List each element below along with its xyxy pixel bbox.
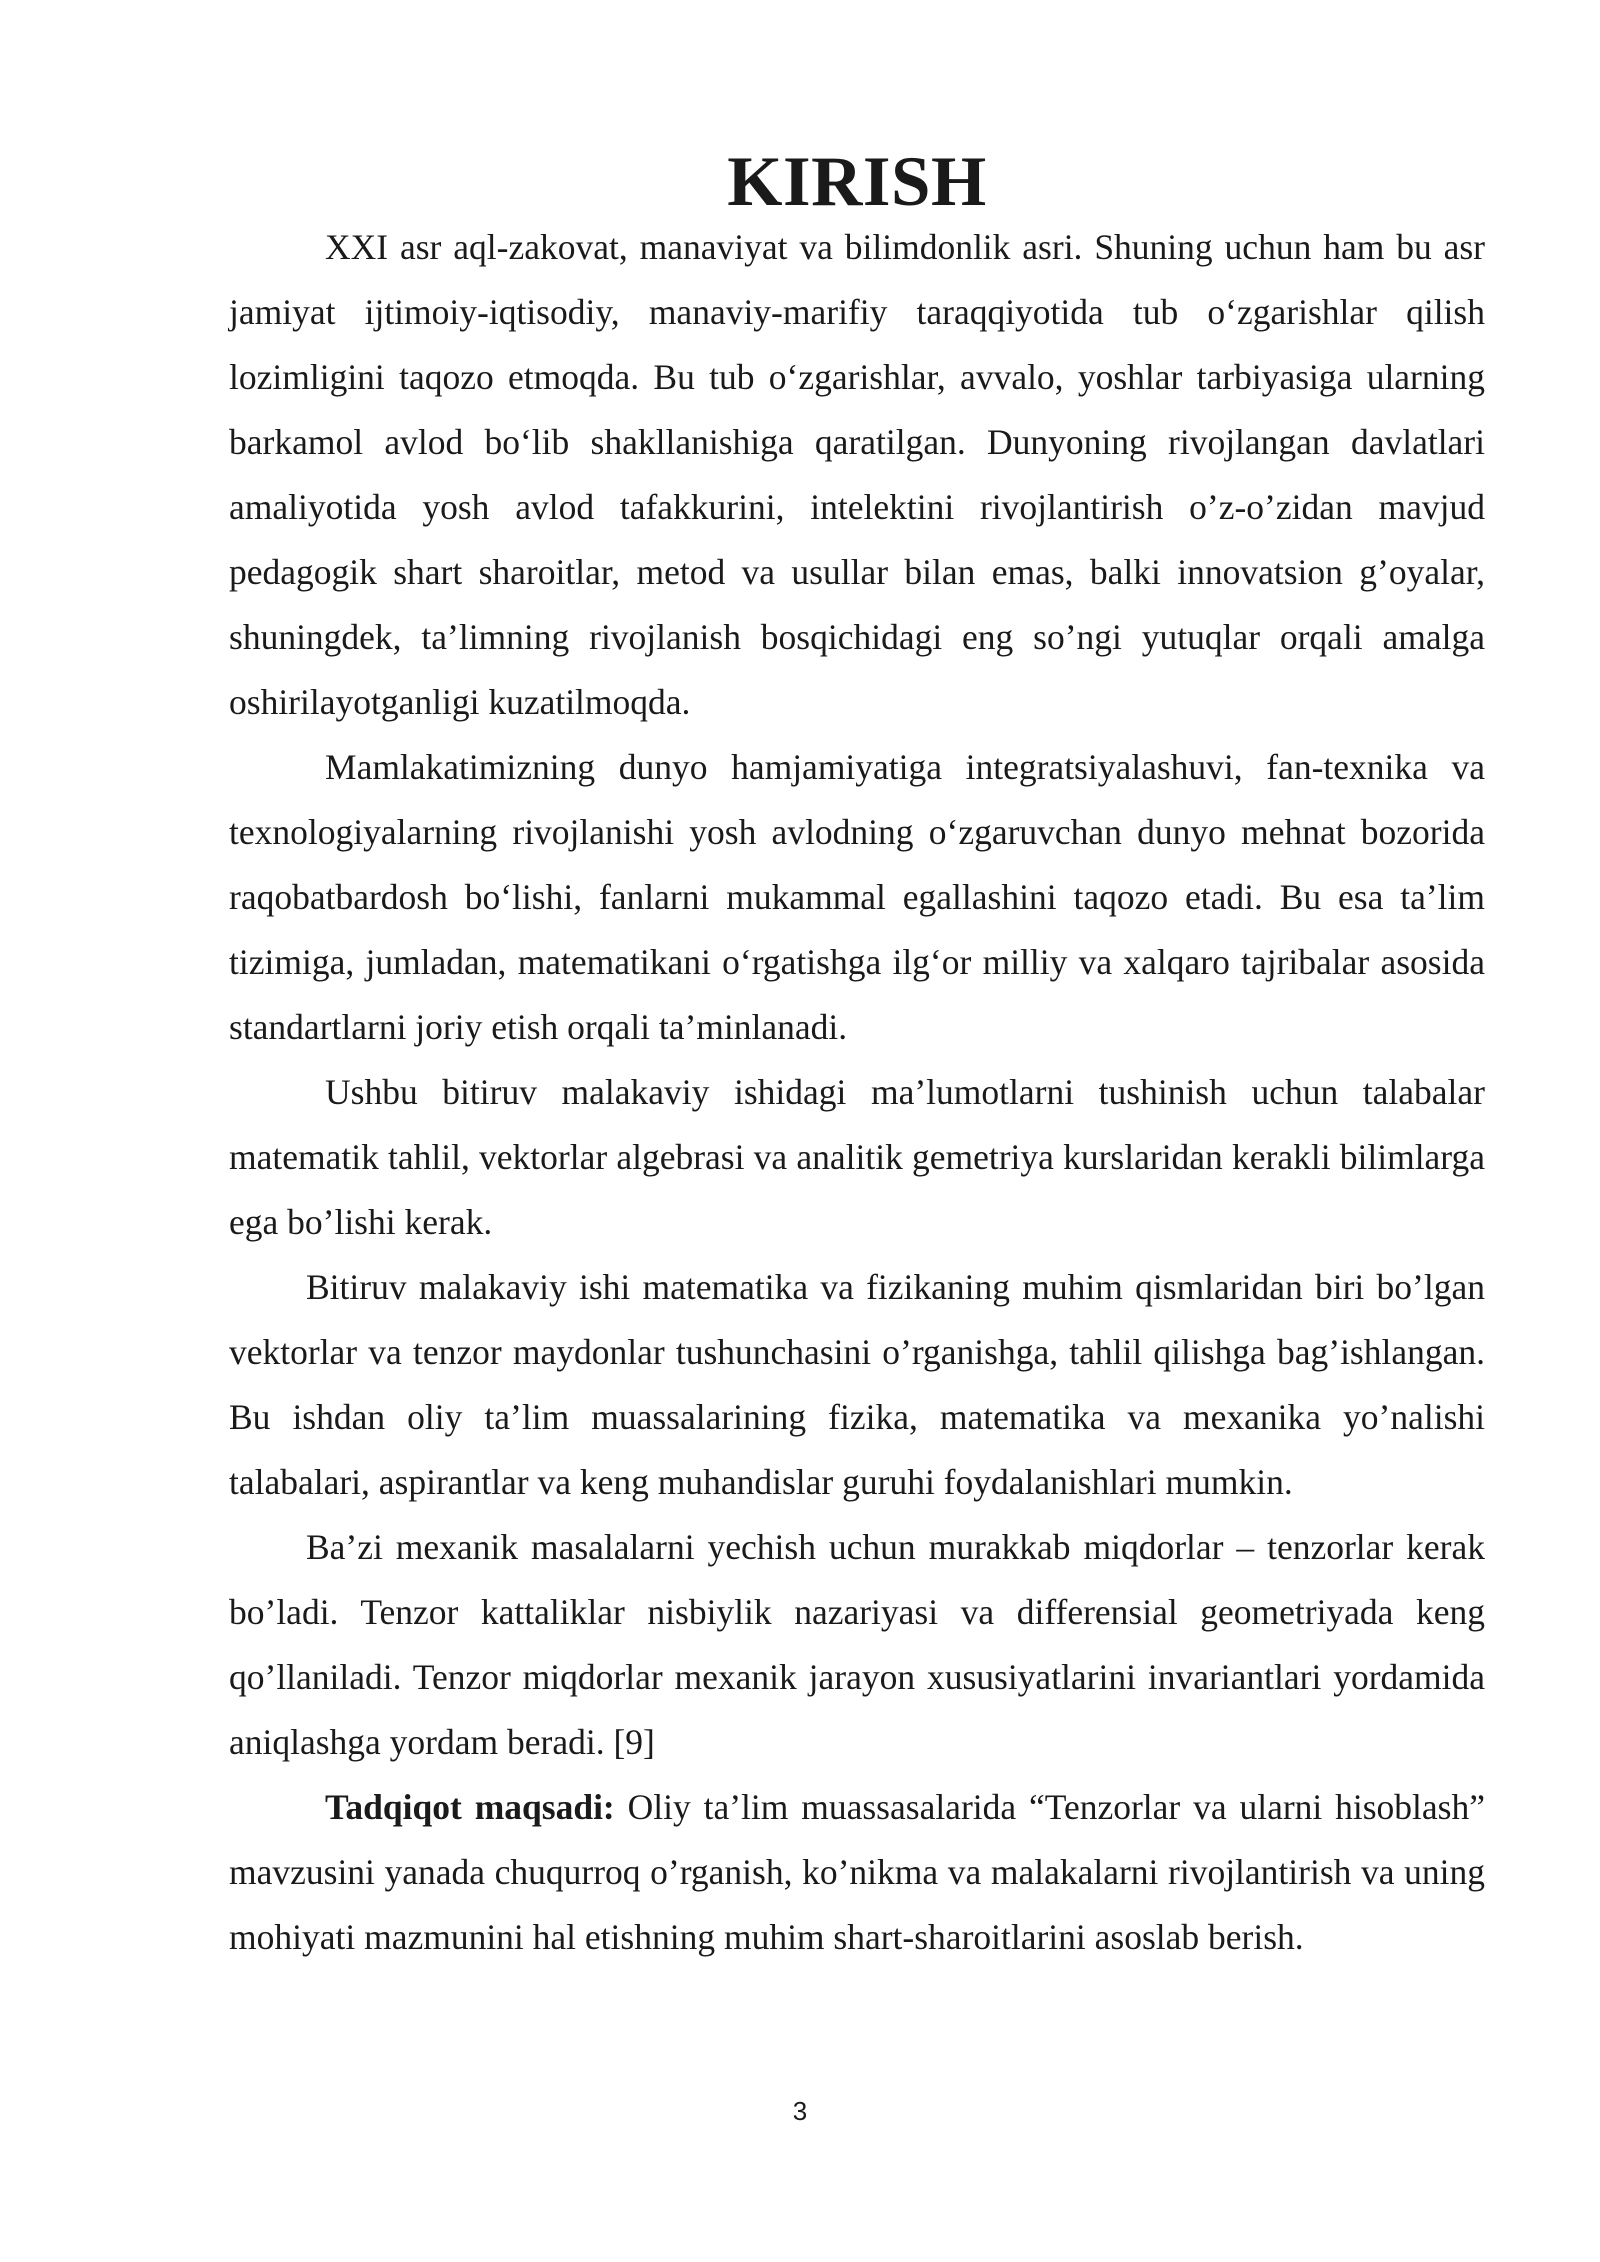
paragraph-prerequisites: Ushbu bitiruv malakaviy ishidagi ma’lumotlarni tushinish uchun talabalar matematik tahlil, vektorlar algebrasi va analitik gemetriya kurslaridan kerakli bilimlarga ega bo’lishi kerak. bbox=[229, 1072, 1485, 1242]
paragraph-tensors: Ba’zi mexanik masalalarni yechish uchun murakkab miqdorlar – tenzorlar kerak bo’ladi. Tenzor kattaliklar nisbiylik nazariyasi va differensial geometriyada keng qo’llaniladi. Tenzor miqdorlar mexanik jarayon xususiyatlarini invariantlari yordamida aniqlashga yordam beradi. [9] bbox=[229, 1527, 1485, 1762]
page-content bbox=[229, 143, 1485, 1970]
page-number: 3 bbox=[792, 2096, 808, 2126]
section-heading: KIRISH bbox=[727, 143, 987, 221]
paragraph-intro: XXI asr aql-zakovat, manaviyat va bilimdonlik asri. Shuning uchun ham bu asr jamiyat ijtimoiy-iqtisodiy, manaviy-marifiy taraqqiyotida tub o‘zgarishlar qilish lozimligini taqozo etmoqda. Bu tub o‘zgarishlar, avvalo, yoshlar tarbiyasiga ularning barkamol avlod bo‘lib shakllanishiga qaratilgan. Dunyoning rivojlangan davlatlari amaliyotida yosh avlod tafakkurini, intelektini rivojlantirish o’z-o’zidan mavjud pedagogik shart sharoitlar, metod va usullar bilan emas, balki innovatsion g’oyalar, shuningdek, ta’limning rivojlanish bosqichidagi eng so’ngi yutuqlar orqali amalga oshirilayotganligi kuzatilmoqda. bbox=[229, 227, 1485, 722]
paragraph-integration: Mamlakatimizning dunyo hamjamiyatiga integratsiyalashuvi, fan-texnika va texnologiyalarning rivojlanishi yosh avlodning o‘zgaruvchan dunyo mehnat bozorida raqobatbardosh bo‘lishi, fanlarni mukammal egallashini taqozo etadi. Bu esa ta’lim tizimiga, jumladan, matematikani o‘rgatishga ilg‘or milliy va xalqaro tajribalar asosida standartlarni joriy etish orqali ta’minlanadi. bbox=[229, 747, 1485, 1047]
paragraph-thesis-scope: Bitiruv malakaviy ishi matematika va fizikaning muhim qismlaridan biri bo’lgan vektorlar va tenzor maydonlar tushunchasini o’rganishga, tahlil qilishga bag’ishlangan. Bu ishdan oliy ta’lim muassalarining fizika, matematika va mexanika yo’nalishi talabalari, aspirantlar va keng muhandislar guruhi foydalanishlari mumkin. bbox=[229, 1267, 1485, 1502]
paragraph-research-goal bbox=[229, 1775, 1485, 1970]
research-goal-text: Oliy ta’lim muassasalarida “Tenzorlar va ularni hisoblash” mavzusini yanada chuqurroq o’rganish, ko’nikma va malakalarni rivojlantirish va uning mohiyati mazmunini hal etishning muhim shart-sharoitlarini asoslab berish. bbox=[229, 1787, 1485, 1957]
research-goal-label: Tadqiqot maqsadi: bbox=[325, 1787, 615, 1827]
